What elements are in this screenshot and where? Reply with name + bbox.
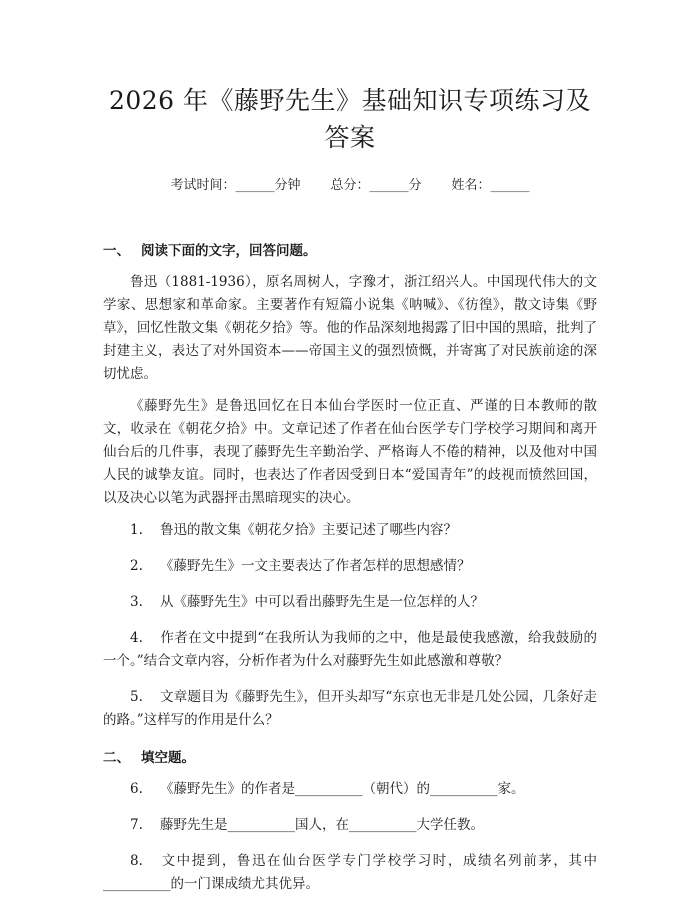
page-title: 2026 年《藤野先生》基础知识专项练习及答案	[108, 86, 592, 152]
question-item	[103, 555, 597, 578]
question-text: 文中提到，鲁迅在仙台医学专门学校学习时，成绩名列前茅，其中__________的一门课成绩尤其优异。	[103, 853, 597, 892]
question-text: 从《藤野先生》中可以看出藤野先生是一位怎样的人？	[160, 594, 484, 610]
exam-info	[103, 174, 597, 193]
question-number: 6.	[130, 781, 143, 797]
question-number: 3.	[130, 594, 143, 610]
reading-paragraph: 《藤野先生》是鲁迅回忆在日本仙台学医时一位正直、严谨的日本教师的散文，收录在《朝花夕拾》中。文章记述了作者在仙台医学专门学校学习期间和离开仙台后的几件事，表现了藤野先生辛勤治学、严格诲人不倦的精神，以及他对中国人民的诚挚友谊。同时，也表达了作者因受到日本“爱国青年”的歧视而愤然回国，以及决心以笔为武器抨击黑暗现实的决心。	[103, 398, 597, 506]
question-number: 4.	[130, 630, 143, 646]
question-item	[103, 591, 597, 614]
question-text: 鲁迅的散文集《朝花夕拾》主要记述了哪些内容？	[160, 522, 457, 538]
section-heading	[103, 746, 597, 766]
section-number: 一、	[103, 243, 130, 259]
reading-paragraph: 鲁迅（1881-1936），原名周树人，字豫才，浙江绍兴人。中国现代伟大的文学家、思想家和革命家。主要著作有短篇小说集《呐喊》、《彷徨》，散文诗集《野草》，回忆性散文集《朝花夕拾》等。他的作品深刻地揭露了旧中国的黑暗，批判了封建主义，表达了对外国资本——帝国主义的强烈愤慨，并寄寓了对民族前途的深切忧虑。	[103, 274, 597, 382]
question-item	[103, 778, 597, 801]
exam-score-field: 总分：______分	[330, 178, 422, 193]
question-text: 《藤野先生》一文主要表达了作者怎样的思想感情？	[160, 558, 471, 574]
question-number: 5.	[130, 689, 143, 705]
section-number: 二、	[103, 750, 130, 766]
exam-name-field: 姓名：______	[451, 178, 530, 193]
question-item	[103, 814, 597, 837]
exam-time-field: 考试时间：______分钟	[170, 178, 301, 193]
question-text: 文章题目为《藤野先生》，但开头却写“东京也无非是几处公园，几条好走的路。”这样写的作用是什么？	[103, 689, 597, 728]
question-number: 7.	[130, 817, 143, 833]
section-title: 阅读下面的文字，回答问题。	[141, 243, 317, 259]
question-text: 藤野先生是__________国人，在__________大学任教。	[160, 817, 484, 833]
question-item	[103, 686, 597, 732]
question-text: 《藤野先生》的作者是__________（朝代）的__________家。	[160, 781, 525, 797]
question-item	[103, 627, 597, 673]
question-number: 1.	[130, 522, 143, 538]
question-number: 8.	[130, 853, 143, 869]
question-item	[103, 519, 597, 542]
section-title: 填空题。	[141, 750, 195, 766]
question-item	[103, 850, 597, 896]
section-heading	[103, 239, 597, 259]
question-number: 2.	[130, 558, 143, 574]
question-text: 作者在文中提到“在我所认为我师的之中，他是最使我感激，给我鼓励的一个。”结合文章内容，分析作者为什么对藤野先生如此感激和尊敬？	[103, 630, 597, 669]
